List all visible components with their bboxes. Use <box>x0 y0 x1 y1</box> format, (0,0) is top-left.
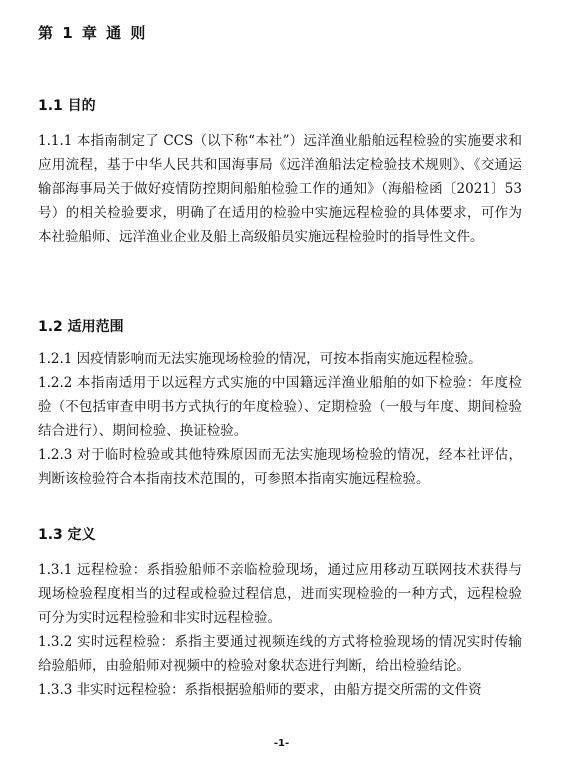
section-heading-scope: 1.2 适用范围 <box>38 319 124 335</box>
paragraph-1-1-1: 1.1.1 本指南制定了 CCS（以下称“本社”）远洋渔业船舶远程检验的实施要求和应用流程，基于中华人民共和国海事局《远洋渔船法定检验技术规则》、《交通运输部海事局关于做好疫情防控期间船舶检验工作的通知》（海船检函〔2021〕53 号）的相关检验要求，明确了在适用的检验中实施远程检验的具体要求，可作为本社验船师、远洋渔业企业及船上高级船员实施远程检验时的指导性文件。 <box>38 133 522 245</box>
paragraph-1-3-1: 1.3.1 远程检验：系指验船师不亲临检验现场，通过应用移动互联网技术获得与现场检验程度相当的过程或检验过程信息，进而实现检验的一种方式，远程检验可分为实时远程检验和非实时远程检验。 <box>38 562 522 626</box>
section-heading-purpose: 1.1 目的 <box>38 98 96 114</box>
paragraph-1-2-3: 1.2.3 对于临时检验或其他特殊原因而无法实施现场检验的情况，经本社评估，判断该检验符合本指南技术范围的，可参照本指南实施远程检验。 <box>38 447 522 487</box>
paragraph-1-3-2: 1.3.2 实时远程检验：系指主要通过视频连线的方式将检验现场的情况实时传输给验船师，由验船师对视频中的检验对象状态进行判断，给出检验结论。 <box>38 634 522 674</box>
section-heading-definitions: 1.3 定义 <box>38 527 96 543</box>
paragraph-1-2-1: 1.2.1 因疫情影响而无法实施现场检验的情况，可按本指南实施远程检验。 <box>38 351 482 367</box>
chapter-title: 第 1 章 通 则 <box>38 24 148 42</box>
page-number: -1- <box>273 738 290 749</box>
paragraph-1-2-2: 1.2.2 本指南适用于以远程方式实施的中国籍远洋渔业船舶的如下检验：年度检验（不包括审查申明书方式执行的年度检验）、定期检验（一般与年度、期间检验结合进行）、期间检验、换证检验。 <box>38 375 522 439</box>
paragraph-1-3-3: 1.3.3 非实时远程检验：系指根据验船师的要求，由船方提交所需的文件资 <box>38 682 482 698</box>
